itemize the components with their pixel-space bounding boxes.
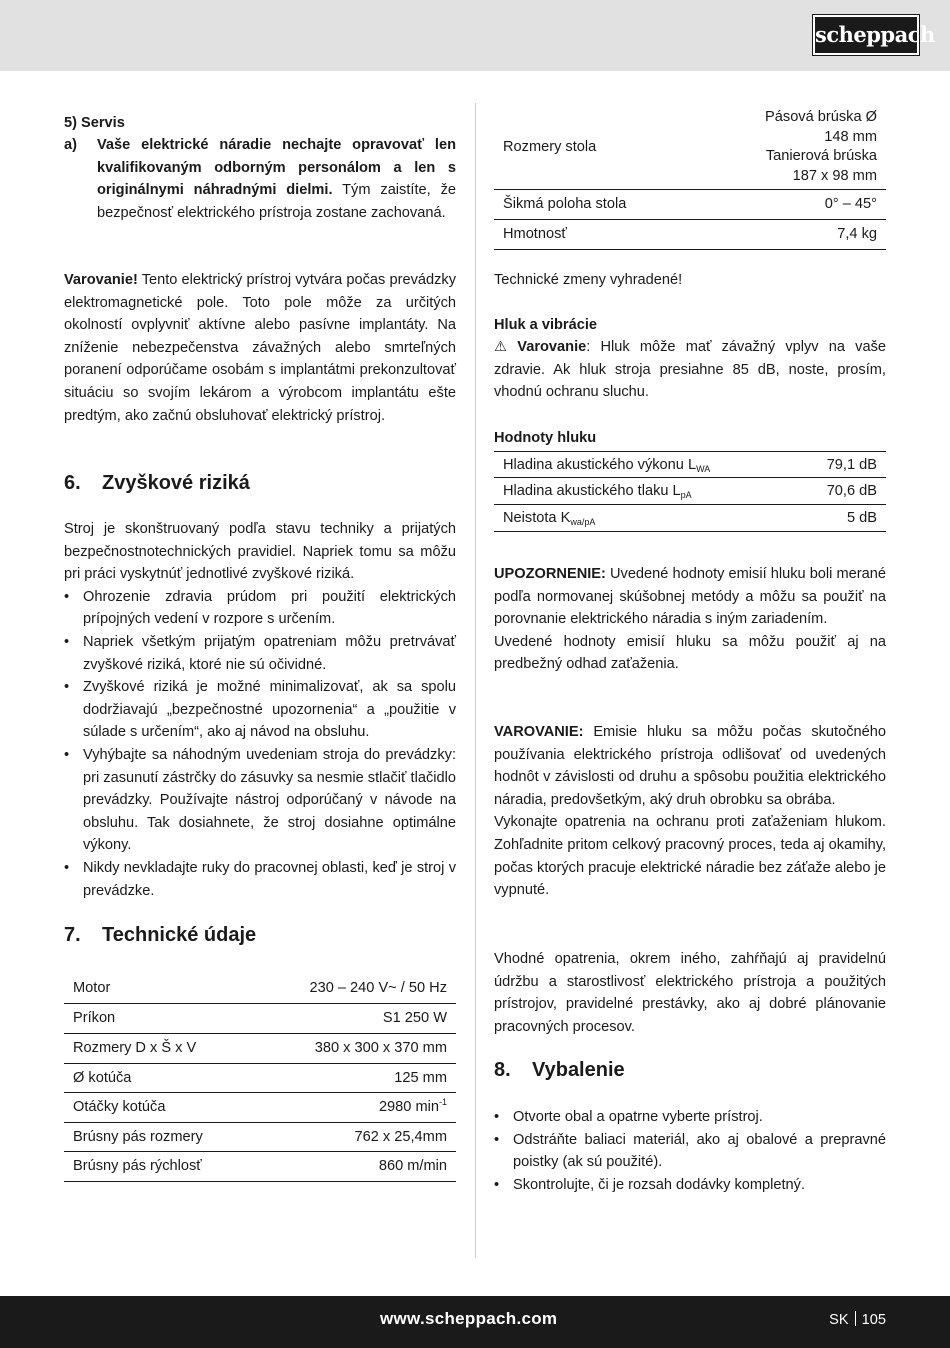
section-6-number: 6. bbox=[64, 472, 81, 494]
table-cell-value bbox=[698, 106, 886, 189]
section-8-bullets bbox=[494, 1106, 886, 1196]
list-item: • Skontrolujte, či je rozsah dodávky kompletný. bbox=[494, 1174, 886, 1197]
page-number bbox=[829, 1311, 886, 1328]
section-8-body bbox=[494, 1106, 886, 1196]
section-8-number: 8. bbox=[494, 1059, 511, 1081]
section-7 bbox=[64, 922, 456, 948]
varovanie-label: VAROVANIE: bbox=[494, 724, 584, 740]
emf-warning-label: Varovanie! bbox=[64, 272, 138, 288]
table-cell-label: Brúsny pás rýchlosť bbox=[64, 1151, 255, 1181]
table-cell-value: 5 dB bbox=[795, 505, 886, 532]
noise-label: Neistota K bbox=[503, 510, 571, 526]
table-row bbox=[64, 974, 456, 1003]
table-cell-value: 0° – 45° bbox=[698, 189, 886, 219]
rpm-exponent: -1 bbox=[438, 1097, 447, 1107]
tech-data-table-wrap bbox=[64, 974, 456, 1182]
varovanie-text: Emisie hluku sa môžu počas skutočného používania elektrického prístroja odlišovať od uvedených hodnôt v závislosti od druhu a spôsobu použitia elektrického náradia, predovšetkým, aký druh obrobku sa obrába. bbox=[494, 724, 886, 808]
table-cell-label bbox=[494, 505, 795, 532]
table-row bbox=[64, 1092, 456, 1122]
table-value-line: Pásová brúska Ø bbox=[765, 109, 877, 126]
noise-subscript: pA bbox=[680, 490, 692, 500]
noise-warning-label: Varovanie bbox=[517, 339, 587, 355]
footer-page: 105 bbox=[861, 1312, 886, 1328]
table-cell-label: Rozmery D x Š x V bbox=[64, 1033, 255, 1063]
noise-label: Hladina akustického tlaku L bbox=[503, 483, 681, 499]
table-cell-label: Otáčky kotúča bbox=[64, 1092, 255, 1122]
measures bbox=[494, 948, 886, 1038]
tech-data-table bbox=[64, 974, 456, 1182]
measures-text: Vhodné opatrenia, okrem iného, zahŕňajú aj pravidelnú údržbu a starostlivosť elektrického prístroja a použitých prístrojov, pravidelné prestávky, ako aj dobré plánovanie pracovných procesov. bbox=[494, 951, 886, 1035]
noise-label: Hladina akustického výkonu L bbox=[503, 456, 697, 473]
section-6 bbox=[64, 470, 456, 496]
servis-heading: 5) Servis bbox=[64, 115, 125, 131]
emf-warning-text: Tento elektrický prístroj vytvára počas prevádzky elektromagnetické pole. Toto pole môže za určitých okolností ovplyvniť aktívne alebo pasívne implantáty. Na zníženie nebezpečenstva závažných alebo smrteľných poranení odporúčame osobám s implantátmi prekonzultovať situáciu so svojím lekárom a výrobcom implantátu ešte predtým, ako začnú obsluhovať elektrický prístroj. bbox=[64, 272, 456, 424]
table-cell-value: 79,1 dB bbox=[795, 452, 886, 478]
servis-item bbox=[64, 134, 456, 224]
list-item: • Odstráňte baliaci materiál, ako aj obalové a prepravné poistky (ak sú použité). bbox=[494, 1129, 886, 1174]
table-cell-value: 70,6 dB bbox=[795, 478, 886, 505]
tech-note-text: Technické zmeny vyhradené! bbox=[494, 272, 683, 288]
table-cell-label: Príkon bbox=[64, 1003, 255, 1033]
table-cell-value: 860 m/min bbox=[255, 1151, 456, 1181]
table-value-line: 187 x 98 mm bbox=[792, 167, 877, 184]
section-6-heading bbox=[64, 470, 456, 496]
section-6-title: Zvyškové riziká bbox=[102, 472, 250, 494]
list-item: • Zvyškové riziká je možné minimalizovať, ak sa spolu dodržiavajú „bezpečnostné upozornenia“ a „použitie v súlade s určením“, ako aj návod na obsluhu. bbox=[64, 676, 456, 744]
noise-values-table bbox=[494, 451, 886, 532]
table-row bbox=[64, 1122, 456, 1151]
varovanie bbox=[494, 721, 886, 902]
noise-heading: Hluk a vibrácie bbox=[494, 317, 598, 333]
list-item: • Nikdy nevkladajte ruky do pracovnej oblasti, keď je stroj v prevádzke. bbox=[64, 857, 456, 902]
table-cell-value bbox=[255, 1092, 456, 1122]
tech-right-table-wrap bbox=[494, 106, 886, 250]
noise-subscript: wa/pA bbox=[570, 517, 596, 527]
table-cell-label: Ø kotúča bbox=[64, 1063, 255, 1092]
servis-item-bold: Vaše elektrické náradie nechajte opravovať len kvalifikovaným odborným personálom a len s originálnymi náhradnými dielmi. bbox=[97, 137, 456, 199]
tech-note bbox=[494, 269, 886, 292]
table-row bbox=[494, 452, 886, 478]
servis-item-label: a) bbox=[64, 137, 77, 153]
page-footer bbox=[0, 1296, 950, 1348]
varovanie-text-2: Vykonajte opatrenia na ochranu proti zaťaženiam hlukom. Zohľadnite pritom celkový pracovný proces, teda aj okamihy, počas ktorých pracuje elektrické náradie bez záťaže alebo je vypnuté. bbox=[494, 814, 886, 899]
table-row bbox=[494, 189, 886, 219]
table-row bbox=[64, 1063, 456, 1092]
section-8 bbox=[494, 1057, 886, 1083]
emf-warning bbox=[64, 269, 456, 427]
noise-values-heading: Hodnoty hluku bbox=[494, 430, 597, 446]
table-cell-label: Brúsny pás rozmery bbox=[64, 1122, 255, 1151]
footer-lang: SK bbox=[829, 1312, 849, 1328]
brand-logo: scheppach bbox=[813, 15, 919, 55]
table-row bbox=[64, 1151, 456, 1181]
table-cell-label: Rozmery stola bbox=[494, 106, 698, 189]
warning-triangle-icon: ⚠ bbox=[494, 339, 508, 355]
table-cell-value: 230 – 240 V~ / 50 Hz bbox=[255, 974, 456, 1003]
list-item: • Otvorte obal a opatrne vyberte prístroj. bbox=[494, 1106, 886, 1129]
section-7-heading bbox=[64, 922, 456, 948]
table-row bbox=[494, 505, 886, 532]
tech-right-table bbox=[494, 106, 886, 250]
table-row bbox=[494, 106, 886, 189]
rpm-value: 2980 min bbox=[378, 1099, 439, 1115]
section-6-intro: Stroj je skonštruovaný podľa stavu techniky a prijatých bezpečnostnotechnických pravidiel. Napriek tomu sa môžu pri práci vyskytnúť jednotlivé zvyškové riziká. bbox=[64, 521, 456, 583]
upozornenie-text: Uvedené hodnoty emisií hluku boli merané podľa normovanej skúšobnej metódy a môžu sa použiť na porovnanie elektrického náradia s iným zariadením. bbox=[494, 566, 886, 628]
noise-warning-text: : Hluk môže mať závažný vplyv na vaše zdravie. Ak hluk stroja presiahne 85 dB, noste, prosím, vhodnú ochranu sluchu. bbox=[494, 339, 886, 401]
list-item: • Ohrozenie zdravia prúdom pri použití elektrických prípojných vedení v rozpore s určením. bbox=[64, 586, 456, 631]
section-7-title: Technické údaje bbox=[102, 924, 257, 946]
table-cell-label: Motor bbox=[64, 974, 255, 1003]
table-value-line: 148 mm bbox=[824, 128, 877, 145]
table-cell-label bbox=[494, 452, 795, 478]
noise-values bbox=[494, 427, 886, 532]
noise-subscript: WA bbox=[696, 463, 711, 474]
table-cell-value: 125 mm bbox=[255, 1063, 456, 1092]
section-6-bullets bbox=[64, 586, 456, 902]
page-header bbox=[0, 0, 950, 71]
section-7-number: 7. bbox=[64, 924, 81, 946]
footer-separator bbox=[855, 1311, 856, 1326]
table-cell-value: 7,4 kg bbox=[698, 219, 886, 249]
servis-item-text: Tým zaistíte, že bezpečnosť elektrického prístroja zostane zachovaná. bbox=[97, 182, 456, 221]
upozornenie-text-2: Uvedené hodnoty emisií hluku sa môžu použiť aj na predbežný odhad zaťaženia. bbox=[494, 633, 886, 673]
table-cell-value: 380 x 300 x 370 mm bbox=[255, 1033, 456, 1063]
table-cell-label: Šikmá poloha stola bbox=[494, 189, 698, 219]
section-6-body bbox=[64, 518, 456, 902]
section-8-title: Vybalenie bbox=[532, 1059, 625, 1081]
table-value-line: Tanierová brúska bbox=[765, 148, 877, 165]
table-cell-label: Hmotnosť bbox=[494, 219, 698, 249]
table-row bbox=[64, 1033, 456, 1063]
footer-url[interactable]: www.scheppach.com bbox=[380, 1309, 558, 1328]
table-row bbox=[494, 478, 886, 505]
noise-section bbox=[494, 314, 886, 404]
upozornenie bbox=[494, 563, 886, 676]
table-cell-value: 762 x 25,4mm bbox=[255, 1122, 456, 1151]
column-divider bbox=[475, 103, 476, 1258]
list-item: • Napriek všetkým prijatým opatreniam môžu pretrvávať zvyškové riziká, ktoré nie sú očividné. bbox=[64, 631, 456, 676]
section-8-heading bbox=[494, 1057, 886, 1083]
noise-warning bbox=[494, 336, 886, 404]
table-cell-label bbox=[494, 478, 795, 505]
list-item: • Vyhýbajte sa náhodným uvedeniam stroja do prevádzky: pri zasunutí zástrčky do zásuvky sa nesmie stlačiť tlačidlo prevádzky. Používajte nástroj odporúčaný v návode na obsluhu. Tak dosiahnete, že stroj dosiahne optimálne výkony. bbox=[64, 744, 456, 857]
upozornenie-label: UPOZORNENIE: bbox=[494, 566, 606, 582]
servis-section bbox=[64, 112, 456, 224]
table-cell-value: S1 250 W bbox=[255, 1003, 456, 1033]
table-row bbox=[494, 219, 886, 249]
table-row bbox=[64, 1003, 456, 1033]
